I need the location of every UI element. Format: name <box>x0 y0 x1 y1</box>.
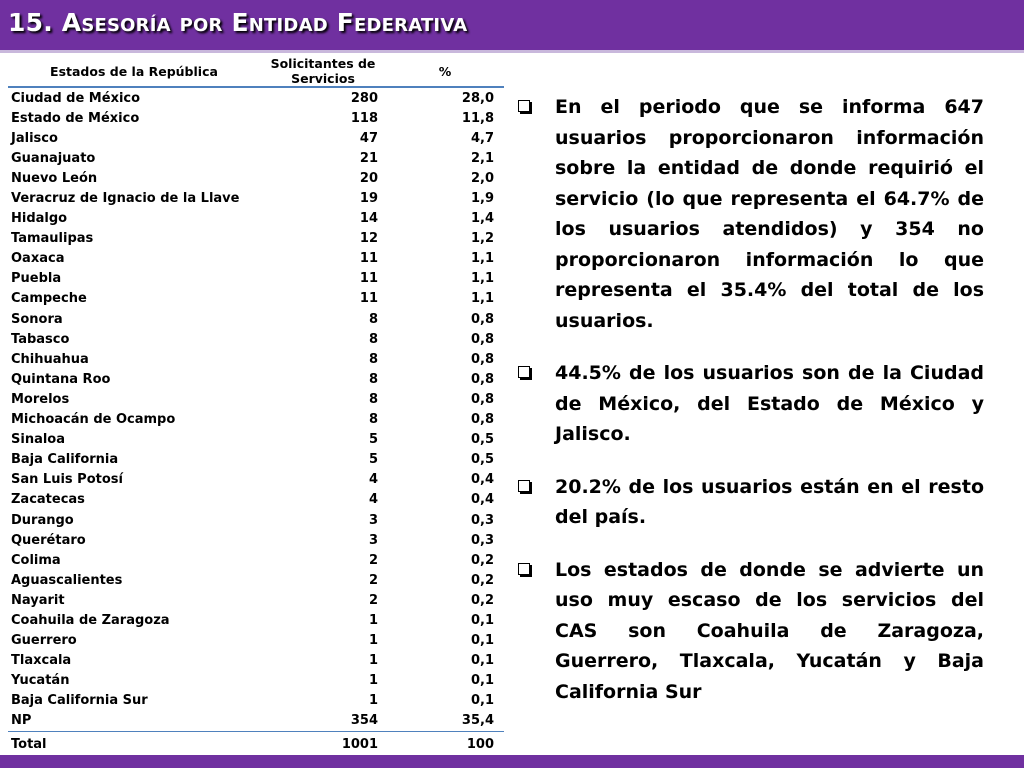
percent-cell: 0,8 <box>470 371 494 387</box>
table-row <box>8 289 504 309</box>
state-cell: Puebla <box>11 271 62 287</box>
count-cell: 14 <box>359 211 378 227</box>
state-cell: San Luis Potosí <box>11 472 123 488</box>
percent-cell: 11,8 <box>461 110 494 126</box>
state-cell: Baja California Sur <box>11 693 148 709</box>
state-cell: Guerrero <box>11 633 77 649</box>
bullet-item <box>514 92 984 336</box>
percent-cell: 0,8 <box>470 391 494 407</box>
count-cell: 5 <box>368 432 378 448</box>
state-cell: Ciudad de México <box>11 90 141 106</box>
state-cell: Sinaloa <box>11 432 66 448</box>
count-cell: 3 <box>368 532 378 548</box>
percent-cell: 0,8 <box>470 412 494 428</box>
state-cell: Chihuahua <box>11 351 89 367</box>
state-cell: Morelos <box>11 391 70 407</box>
checkbox-bullet-icon <box>518 366 530 378</box>
checkbox-bullet-icon <box>518 480 530 492</box>
bullet-text: Los estados de donde se advierte un uso muy escaso de los servicios del CAS son Coahuila de Zaragoza, Guerrero, Tlaxcala, Yucatán y Baja California Sur <box>555 558 984 703</box>
percent-cell: 100 <box>466 736 494 752</box>
count-cell: 1 <box>368 612 378 628</box>
bullet-item <box>514 555 984 708</box>
count-cell: 8 <box>368 351 378 367</box>
percent-cell: 1,9 <box>470 191 494 207</box>
count-cell: 8 <box>368 311 378 327</box>
count-cell: 2 <box>368 572 378 588</box>
state-cell: Hidalgo <box>11 211 68 227</box>
table-row <box>8 550 504 570</box>
table-row <box>8 209 504 229</box>
state-cell: Total <box>11 736 47 752</box>
state-cell: NP <box>8 711 260 732</box>
percent-cell: 0,8 <box>470 311 494 327</box>
percent-cell: 1,1 <box>470 251 494 267</box>
table-row <box>8 470 504 490</box>
slide-title: 15. Asesoría por Entidad Federativa <box>8 8 468 37</box>
percent-cell: 2,0 <box>470 170 494 186</box>
percent-cell: 0,1 <box>470 612 494 628</box>
percent-cell: 1,1 <box>470 271 494 287</box>
count-cell: 1 <box>368 653 378 669</box>
table-row <box>8 530 504 550</box>
percent-cell: 0,2 <box>470 552 494 568</box>
percent-cell: 0,3 <box>470 512 494 528</box>
table-header-row <box>8 56 504 87</box>
state-cell: Tabasco <box>11 331 70 347</box>
table-row <box>8 108 504 128</box>
table-row <box>8 570 504 590</box>
table-row <box>8 128 504 148</box>
title-divider <box>0 50 1024 53</box>
table-row <box>8 651 504 671</box>
state-cell: Tamaulipas <box>11 231 94 247</box>
percent-cell: 4,7 <box>470 130 494 146</box>
table-row <box>8 168 504 188</box>
bullet-item <box>514 358 984 450</box>
count-cell: 8 <box>368 371 378 387</box>
header-applicants: Solicitantes de Servicios <box>260 56 386 87</box>
state-cell: Veracruz de Ignacio de la Llave <box>11 191 240 207</box>
percent-cell: 1,4 <box>470 211 494 227</box>
table-row <box>8 309 504 329</box>
table-row <box>8 249 504 269</box>
table-row <box>8 631 504 651</box>
state-cell: Querétaro <box>11 532 86 548</box>
table-row <box>8 148 504 168</box>
state-cell: Oaxaca <box>11 251 65 267</box>
table-row <box>8 229 504 249</box>
count-cell: 8 <box>368 391 378 407</box>
states-table-container <box>8 56 504 756</box>
table-row <box>8 369 504 389</box>
header-percent: % <box>386 56 504 87</box>
state-cell: Coahuila de Zaragoza <box>11 612 170 628</box>
state-cell: Aguascalientes <box>11 572 123 588</box>
table-row <box>8 349 504 369</box>
count-cell: 118 <box>350 110 378 126</box>
table-row <box>8 188 504 208</box>
percent-cell: 1,1 <box>470 291 494 307</box>
percent-cell: 2,1 <box>470 150 494 166</box>
bullet-item <box>514 472 984 533</box>
table-row <box>8 269 504 289</box>
table-body <box>8 87 504 756</box>
percent-cell: 0,2 <box>470 572 494 588</box>
percent-cell: 0,3 <box>470 532 494 548</box>
table-row <box>8 430 504 450</box>
table-row <box>8 389 504 409</box>
percent-cell: 0,4 <box>470 492 494 508</box>
count-cell: 4 <box>368 492 378 508</box>
count-cell: 8 <box>368 412 378 428</box>
state-cell: Jalisco <box>11 130 58 146</box>
table-row <box>8 590 504 610</box>
state-cell: Estado de México <box>11 110 140 126</box>
count-cell: 4 <box>368 472 378 488</box>
count-cell: 19 <box>359 191 378 207</box>
percent-cell: 0,5 <box>470 432 494 448</box>
state-cell: Nayarit <box>11 592 65 608</box>
count-cell: 3 <box>368 512 378 528</box>
state-cell: Yucatán <box>11 673 70 689</box>
bullet-text: 20.2% de los usuarios están en el resto del país. <box>555 475 984 528</box>
count-cell: 11 <box>359 251 378 267</box>
state-cell: Campeche <box>11 291 87 307</box>
checkbox-bullet-icon <box>518 563 530 575</box>
table-row <box>8 410 504 430</box>
percent-cell: 28,0 <box>461 90 494 106</box>
count-cell: 11 <box>359 271 378 287</box>
count-cell: 280 <box>350 90 378 106</box>
percent-cell: 0,5 <box>470 452 494 468</box>
percent-cell: 0,8 <box>470 331 494 347</box>
bullet-list <box>514 92 984 729</box>
state-cell: Zacatecas <box>11 492 85 508</box>
count-cell: 20 <box>359 170 378 186</box>
state-cell: Colima <box>11 552 61 568</box>
table-row <box>8 329 504 349</box>
bullet-text: En el periodo que se informa 647 usuarios proporcionaron información sobre la entidad de donde requirió el servicio (lo que representa el 64.7% de los usuarios atendidos) y 354 no proporcionaron información lo que representa el 35.4% del total de los usuarios. <box>555 96 984 332</box>
table-total-row <box>8 732 504 757</box>
state-cell: Michoacán de Ocampo <box>11 412 176 428</box>
bullet-text: 44.5% de los usuarios son de la Ciudad de México, del Estado de México y Jalisco. <box>555 362 984 445</box>
percent-cell: 0,1 <box>470 633 494 649</box>
count-cell: 1 <box>368 633 378 649</box>
state-cell: Sonora <box>11 311 63 327</box>
count-cell: 354 <box>260 711 386 732</box>
percent-cell: 1,2 <box>470 231 494 247</box>
table-row <box>8 610 504 630</box>
count-cell: 12 <box>359 231 378 247</box>
table-row <box>8 510 504 530</box>
percent-cell: 0,4 <box>470 472 494 488</box>
table-row <box>8 490 504 510</box>
count-cell: 5 <box>368 452 378 468</box>
percent-cell: 0,1 <box>470 673 494 689</box>
percent-cell: 0,2 <box>470 592 494 608</box>
state-cell: Baja California <box>11 452 119 468</box>
count-cell: 8 <box>368 331 378 347</box>
count-cell: 11 <box>359 291 378 307</box>
table-row <box>8 671 504 691</box>
table-row <box>8 711 504 732</box>
footer-bar <box>0 755 1024 768</box>
state-cell: Tlaxcala <box>11 653 72 669</box>
title-bar <box>0 0 1024 50</box>
percent-cell: 0,1 <box>470 653 494 669</box>
table-row <box>8 450 504 470</box>
states-table <box>8 56 504 756</box>
table-row <box>8 87 504 108</box>
percent-cell: 0,1 <box>470 693 494 709</box>
state-cell: Guanajuato <box>11 150 96 166</box>
state-cell: Nuevo León <box>11 170 98 186</box>
count-cell: 2 <box>368 592 378 608</box>
percent-cell: 0,8 <box>470 351 494 367</box>
state-cell: Quintana Roo <box>11 371 111 387</box>
count-cell: 21 <box>359 150 378 166</box>
count-cell: 1 <box>368 673 378 689</box>
count-cell: 1001 <box>341 736 378 752</box>
percent-cell: 35,4 <box>386 711 504 732</box>
count-cell: 1 <box>368 693 378 709</box>
count-cell: 2 <box>368 552 378 568</box>
state-cell: Durango <box>11 512 74 528</box>
header-states: Estados de la República <box>8 56 260 87</box>
table-row <box>8 691 504 711</box>
checkbox-bullet-icon <box>518 100 530 112</box>
count-cell: 47 <box>359 130 378 146</box>
